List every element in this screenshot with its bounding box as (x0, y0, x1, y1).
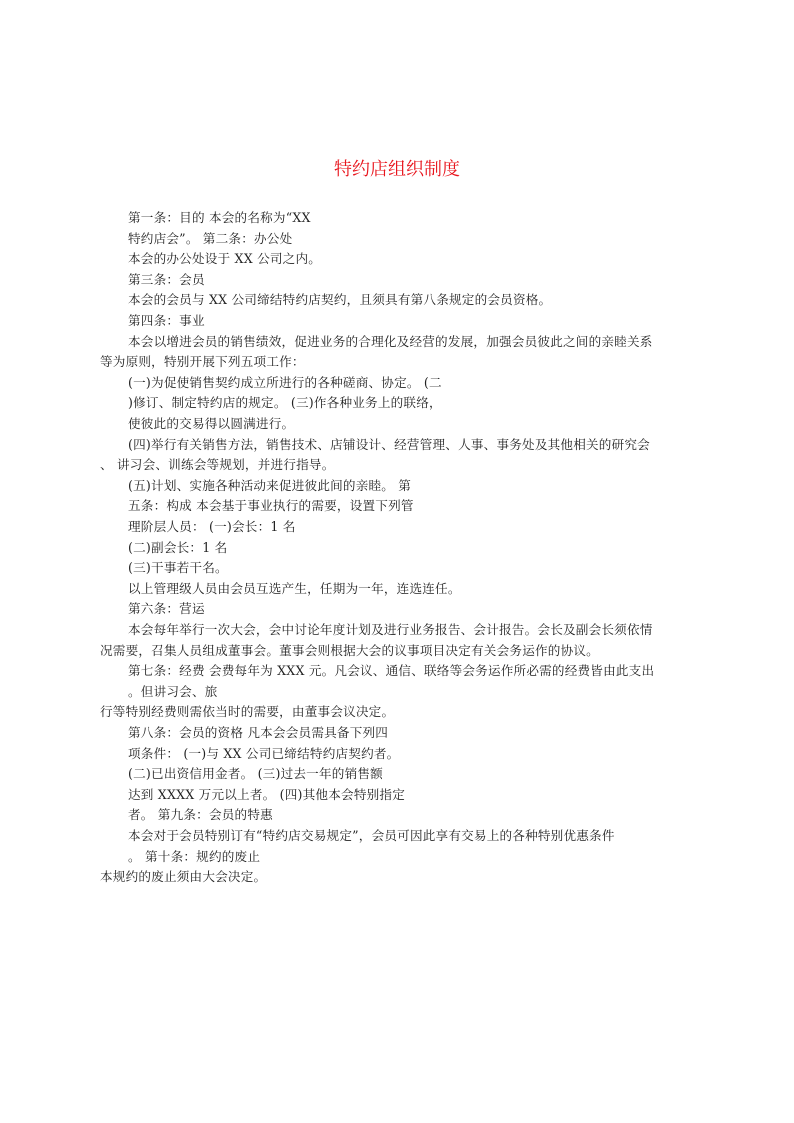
paragraph-line: 行等特别经费则需依当时的需要，由董事会议决定。 (100, 704, 395, 720)
paragraph-line: 以上管理级人员由会员互选产生，任期为一年，连选连任。 (128, 580, 461, 596)
paragraph-line: 第四条：事业 (128, 313, 205, 328)
paragraph-line: 特约店会”。 第二条：办公处 (128, 230, 293, 246)
paragraph-line: 本会的办公处设于 XX 公司之内。 (128, 251, 322, 267)
paragraph-line: 。 第十条：规约的废止 (128, 848, 261, 864)
paragraph-line: 本会每年举行一次大会，会中讨论年度计划及进行业务报告、会计报告。会长及副会长须依情 (128, 622, 653, 637)
paragraph-line: 第六条：营运 (128, 601, 205, 617)
paragraph-line: 五条：构成 本会基于事业执行的需要，设置下列管 (128, 498, 414, 514)
paragraph-line: (一)为促使销售契约成立所进行的各种磋商、协定。 (二 (128, 374, 442, 390)
paragraph-line: (五)计划、实施各种活动来促进彼此间的亲睦。 第 (128, 477, 412, 493)
paragraph-line: (三)干事若干名。 (128, 560, 228, 576)
paragraph-line: (四)举行有关销售方法，销售技术、店铺设计、经营管理、人事、事务处及其他相关的研究会 (128, 436, 650, 452)
paragraph-line: 况需要，召集人员组成董事会。董事会则根据大会的议事项目决定有关会务运作的协议。 (100, 642, 599, 658)
paragraph-line: 本会的会员与 XX 公司缔结特约店契约，且须具有第八条规定的会员资格。 (128, 292, 552, 308)
paragraph-line: (二)副会长：1 名 (128, 539, 228, 555)
paragraph-line: 、 讲习会、训练会等规划，并进行指导。 (100, 457, 335, 473)
paragraph-line: 。但讲习会、旅 (128, 683, 218, 699)
paragraph-line: 理阶层人员： (一)会长：1 名 (128, 519, 296, 534)
paragraph-line: 第一条：目的 本会的名称为“XX (128, 210, 311, 225)
paragraph-line: 本会以增进会员的销售绩效，促进业务的合理化及经营的发展，加强会员彼此之间的亲睦关系 (128, 333, 653, 349)
paragraph-line: (二)已出资信用金者。 (三)过去一年的销售额 (128, 766, 383, 782)
paragraph-line: 者。 第九条：会员的特惠 (128, 807, 273, 823)
paragraph-line: 第七条：经费 会费每年为 XXX 元。凡会议、通信、联络等会务运作所必需的经费皆由此支出 (128, 663, 655, 679)
paragraph-line: 第八条：会员的资格 凡本会会员需具备下列四 (128, 725, 389, 740)
paragraph-line: 第三条：会员 (128, 271, 205, 287)
paragraph-line: 使彼此的交易得以圆满进行。 (128, 416, 295, 431)
paragraph-line: )修订、制定特约店的规定。 (三)作各种业务上的联络， (128, 395, 442, 411)
paragraph-line: 项条件： (一)与 XX 公司已缔结特约店契约者。 (128, 745, 400, 761)
paragraph-line: 本会对于会员特别订有“特约店交易规定”，会员可因此享有交易上的各种特别优惠条件 (128, 828, 615, 843)
paragraph-line: 等为原则，特别开展下列五项工作： (100, 354, 305, 370)
document-title: 特约店组织制度 (334, 159, 460, 180)
paragraph-line: 本规约的废止须由大会决定。 (100, 869, 267, 885)
paragraph-line: 达到 XXXX 万元以上者。 (四)其他本会特别指定 (128, 786, 405, 802)
